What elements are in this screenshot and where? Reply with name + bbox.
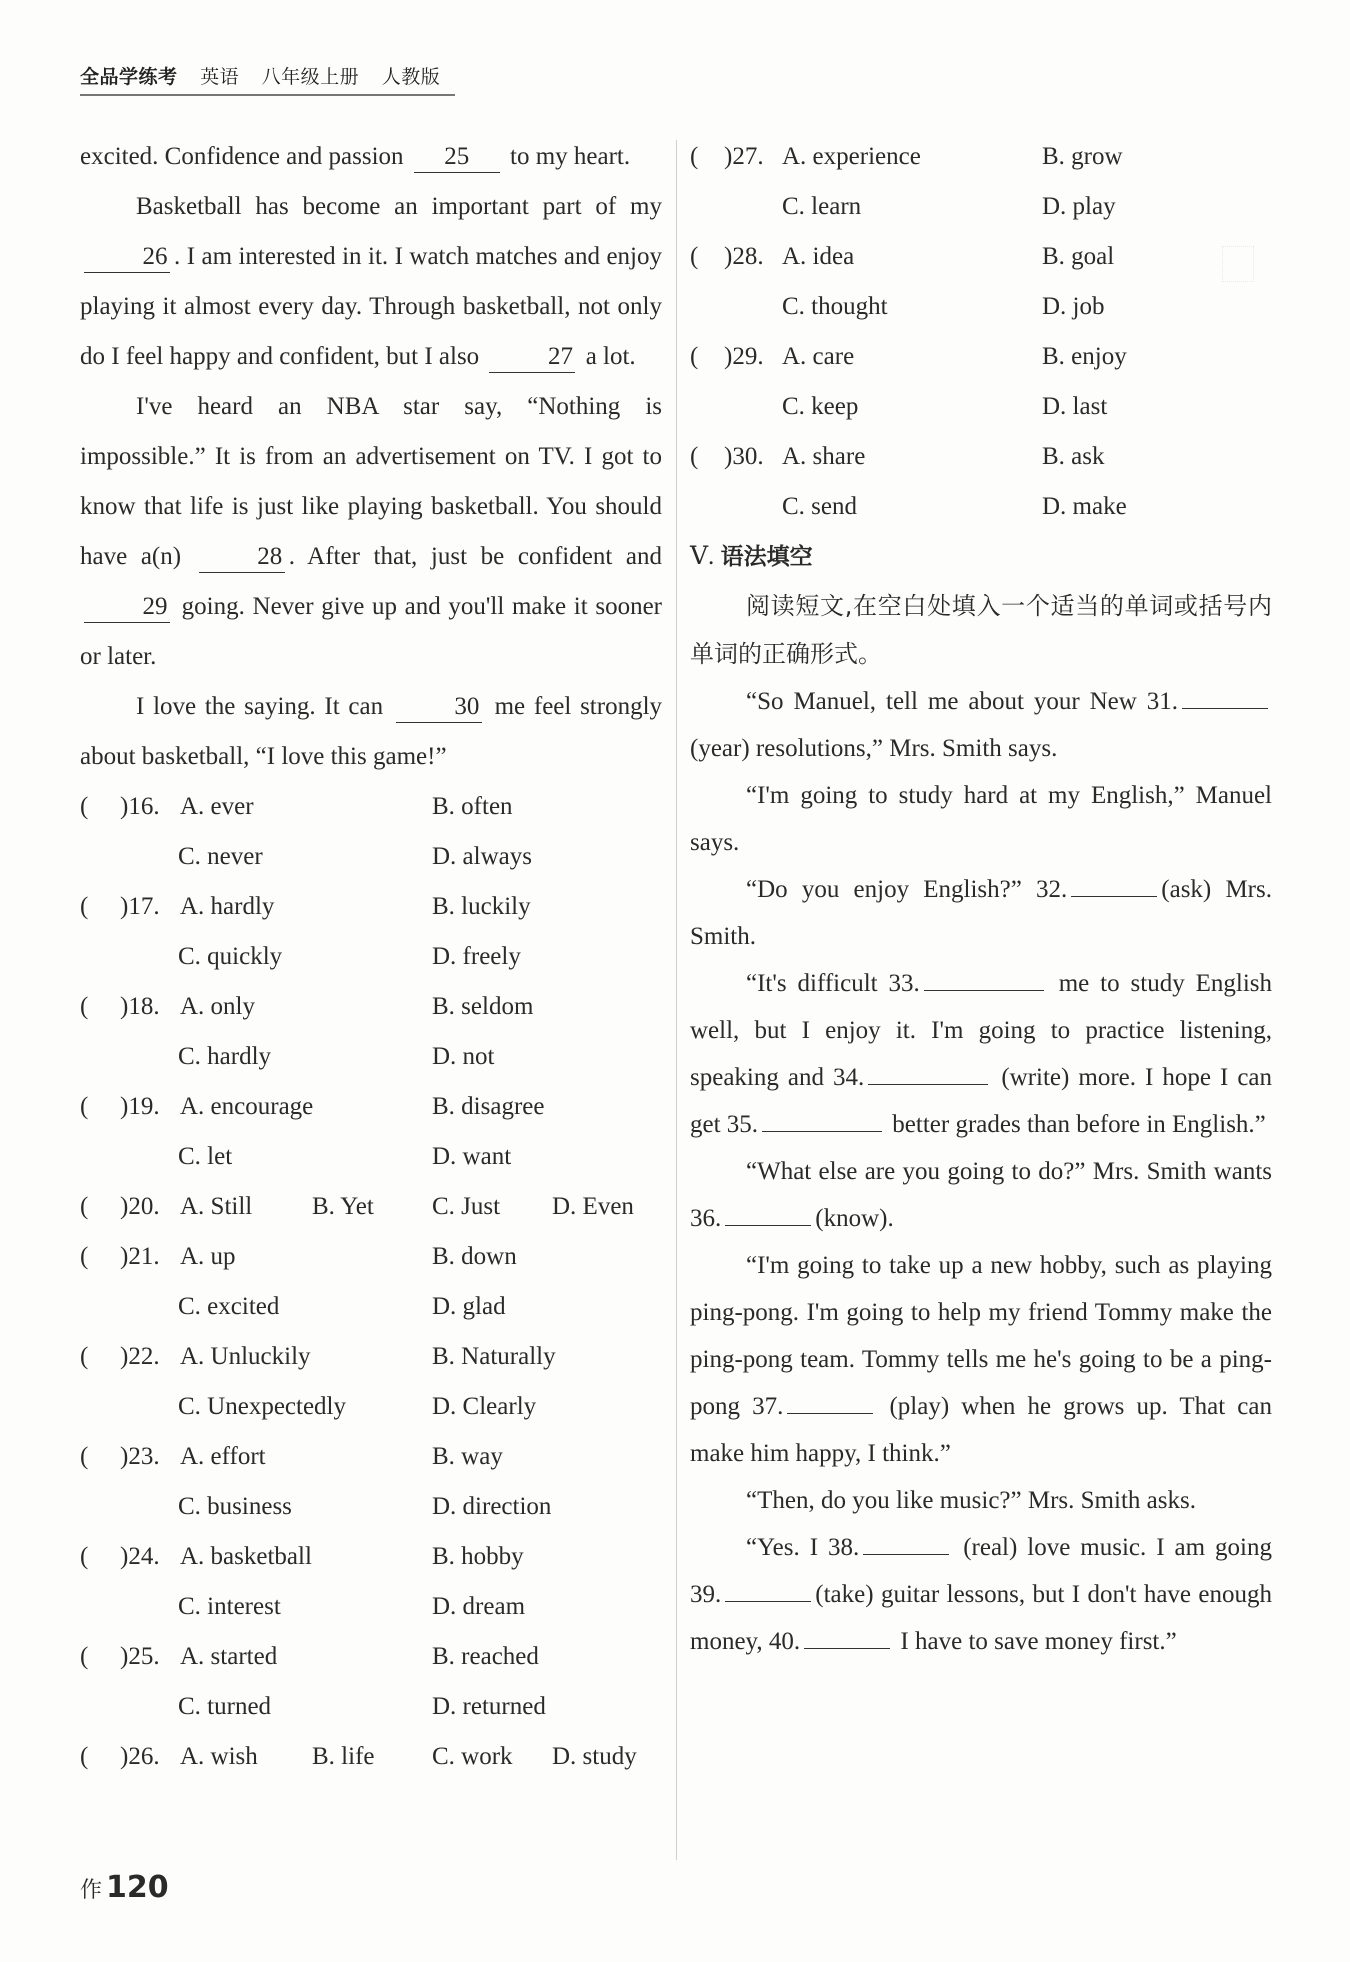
question-number: )24.	[120, 1543, 160, 1570]
question-number: 34.	[833, 1064, 865, 1091]
passage-text: when he grows up. That can make him happy, I think.”	[690, 1393, 1272, 1467]
option-d[interactable]: D. Even	[552, 1193, 634, 1220]
option-d[interactable]: D. always	[432, 843, 532, 870]
option-c[interactable]: C. turned	[178, 1693, 272, 1720]
passage-paragraph	[690, 1148, 1272, 1242]
passage-text: more. I hope I can get	[690, 1064, 1273, 1138]
passage-text: a lot.	[585, 343, 636, 370]
question-number: )17.	[120, 893, 160, 920]
page-footer	[80, 1870, 169, 1905]
question-number: 37.	[752, 1393, 784, 1420]
option-c[interactable]: C. Unexpectedly	[178, 1393, 347, 1420]
question-number: )30.	[724, 443, 764, 470]
question-number: 36.	[690, 1205, 722, 1232]
answer-paren[interactable]: (	[80, 993, 89, 1020]
passage-text: going. Never give up and you'll make it sooner or later.	[80, 593, 663, 670]
question-number: 31.	[1146, 688, 1179, 715]
passage-paragraph	[690, 1242, 1272, 1477]
option-b[interactable]: B. disagree	[432, 1093, 545, 1120]
option-a[interactable]: A. started	[180, 1643, 278, 1670]
answer-paren[interactable]: (	[80, 1243, 89, 1270]
option-b[interactable]: B. way	[432, 1443, 503, 1470]
question-row	[80, 1182, 662, 1232]
left-column	[80, 132, 662, 1782]
question-row	[80, 1082, 662, 1132]
option-a[interactable]: A. Unluckily	[180, 1343, 311, 1370]
question-row-cont	[690, 182, 1272, 232]
answer-paren[interactable]: (	[690, 443, 699, 470]
question-row-cont	[80, 1682, 662, 1732]
option-c[interactable]: C. keep	[782, 393, 859, 420]
option-b[interactable]: B. Naturally	[432, 1343, 556, 1370]
word-hint: (year)	[690, 735, 750, 762]
option-b[interactable]: B. Yet	[312, 1193, 374, 1220]
option-a[interactable]: A. idea	[782, 243, 855, 270]
question-row-cont	[80, 1282, 662, 1332]
question-row	[80, 982, 662, 1032]
subject-label: 英语	[200, 66, 240, 88]
option-b[interactable]: B. grow	[1042, 143, 1123, 170]
passage-text: love music. I am going	[1027, 1534, 1272, 1561]
passage-text: “I'm going to take up a new hobby, such as playing ping-pong. I'm going to help my friend Tommy make the ping-pong team. Tommy tells me he's going to be a ping-pong	[690, 1252, 1272, 1420]
option-c[interactable]: C. thought	[782, 293, 888, 320]
header-rule	[80, 94, 455, 96]
question-row-cont	[690, 282, 1272, 332]
question-row-cont	[690, 482, 1272, 532]
question-number: 32.	[1036, 876, 1068, 903]
question-row	[690, 432, 1272, 482]
blank-30[interactable]: 30	[396, 692, 482, 723]
answer-paren[interactable]: (	[80, 1343, 89, 1370]
answer-paren[interactable]: (	[80, 793, 89, 820]
blank-31[interactable]	[1182, 708, 1268, 709]
passage-text: “So Manuel, tell me about your New	[746, 688, 1137, 715]
blank-32[interactable]	[1071, 896, 1157, 897]
question-number: )21.	[120, 1243, 160, 1270]
word-hint: (real)	[963, 1534, 1018, 1561]
option-a[interactable]: A. encourage	[180, 1093, 314, 1120]
passage-text: I've heard an NBA star say, “Nothing is impossible.” It is from an advertisement on TV. I got to know that life is just like playing basketball. You should have a(n)	[80, 393, 662, 570]
grade-label: 八年级上册	[261, 66, 360, 88]
blank-28[interactable]: 28	[199, 542, 285, 573]
word-hint: (take)	[815, 1581, 874, 1608]
question-number: )18.	[120, 993, 160, 1020]
passage-paragraph	[690, 866, 1272, 960]
answer-paren[interactable]: (	[80, 1093, 89, 1120]
question-row	[80, 1732, 662, 1782]
section-heading	[690, 532, 1272, 582]
section-number: Ⅴ.	[690, 543, 715, 570]
answer-paren[interactable]: (	[80, 893, 89, 920]
passage-paragraph	[80, 682, 662, 782]
question-row	[690, 232, 1272, 282]
option-b[interactable]: B. luckily	[432, 893, 531, 920]
passage-paragraph	[80, 382, 662, 682]
question-row	[80, 1432, 662, 1482]
passage-text: Mrs. Smith.	[690, 876, 1272, 950]
answer-paren[interactable]: (	[80, 1543, 89, 1570]
blank-39[interactable]	[725, 1601, 811, 1602]
passage-text: better grades than before in English.”	[892, 1111, 1266, 1138]
passage-text: to my heart.	[510, 143, 631, 170]
answer-paren[interactable]: (	[690, 143, 699, 170]
question-row-cont	[80, 832, 662, 882]
answer-paren[interactable]: (	[690, 243, 699, 270]
question-row-cont	[80, 1482, 662, 1532]
passage-paragraph	[690, 678, 1272, 772]
question-number: )19.	[120, 1093, 160, 1120]
passage-text: guitar lessons, but I don't have enough money,	[690, 1581, 1273, 1655]
option-a[interactable]: A. experience	[782, 143, 921, 170]
blank-35[interactable]	[762, 1131, 882, 1132]
passage-text: “Do you enjoy English?”	[746, 876, 1022, 903]
blank-38[interactable]	[863, 1554, 949, 1555]
column-divider	[676, 140, 677, 1860]
option-d[interactable]: D. direction	[432, 1493, 552, 1520]
option-d[interactable]: D. last	[1042, 393, 1108, 420]
question-row	[80, 1232, 662, 1282]
passage-text: . After that, just be confident and	[288, 543, 662, 570]
option-c[interactable]: C. quickly	[178, 943, 283, 970]
word-hint: (ask)	[1161, 876, 1212, 903]
option-a[interactable]: A. up	[180, 1243, 236, 1270]
blank-40[interactable]	[804, 1648, 890, 1649]
option-a[interactable]: A. basketball	[180, 1543, 312, 1570]
option-d[interactable]: D. job	[1042, 293, 1105, 320]
option-c[interactable]: C. never	[178, 843, 263, 870]
blank-34[interactable]	[868, 1084, 988, 1085]
option-d[interactable]: D. make	[1042, 493, 1127, 520]
option-a[interactable]: A. Still	[180, 1193, 253, 1220]
question-row-cont	[80, 1032, 662, 1082]
option-d[interactable]: D. glad	[432, 1293, 506, 1320]
answer-paren[interactable]: (	[80, 1193, 89, 1220]
option-b[interactable]: B. hobby	[432, 1543, 524, 1570]
question-row	[690, 332, 1272, 382]
passage-text: “Yes. I	[746, 1534, 819, 1561]
option-a[interactable]: A. care	[782, 343, 855, 370]
question-row	[80, 782, 662, 832]
option-c[interactable]: C. business	[178, 1493, 292, 1520]
answer-paren[interactable]: (	[690, 343, 699, 370]
answer-paren[interactable]: (	[80, 1443, 89, 1470]
question-number: )29.	[724, 343, 764, 370]
passage-text: “It's difficult	[746, 970, 878, 997]
blank-33[interactable]	[924, 990, 1044, 991]
passage-text: Basketball has become an important part of my	[136, 193, 662, 220]
question-row	[80, 1632, 662, 1682]
option-b[interactable]: B. enjoy	[1042, 343, 1127, 370]
option-d[interactable]: D. not	[432, 1043, 495, 1070]
question-row	[80, 882, 662, 932]
question-number: 33.	[888, 970, 920, 997]
blank-37[interactable]	[787, 1413, 873, 1414]
question-list-right	[690, 132, 1272, 532]
blank-25[interactable]: 25	[414, 142, 500, 173]
passage-paragraph	[80, 132, 662, 182]
word-hint: (know).	[815, 1205, 894, 1232]
option-c[interactable]: C. interest	[178, 1593, 281, 1620]
option-d[interactable]: D. play	[1042, 193, 1116, 220]
option-c[interactable]: C. excited	[178, 1293, 280, 1320]
option-a[interactable]: A. hardly	[180, 893, 275, 920]
option-d[interactable]: D. want	[432, 1143, 512, 1170]
option-a[interactable]: A. effort	[180, 1443, 266, 1470]
option-d[interactable]: D. freely	[432, 943, 521, 970]
option-b[interactable]: B. life	[312, 1743, 375, 1770]
blank-36[interactable]	[725, 1225, 811, 1226]
section-title: 语法填空	[720, 544, 813, 570]
option-c[interactable]: C. let	[178, 1143, 233, 1170]
option-d[interactable]: D. study	[552, 1743, 637, 1770]
option-a[interactable]: A. only	[180, 993, 255, 1020]
edition-label: 人教版	[381, 66, 441, 88]
passage-text: I love the saying. It can	[136, 693, 384, 720]
option-b[interactable]: B. reached	[432, 1643, 539, 1670]
page-header	[80, 62, 456, 89]
answer-paren[interactable]: (	[80, 1643, 89, 1670]
passage-paragraph: “Then, do you like music?” Mrs. Smith asks.	[746, 1487, 1196, 1514]
passage-paragraph	[690, 960, 1272, 1148]
question-number: 39.	[690, 1581, 722, 1608]
page-number: 120	[106, 1870, 169, 1905]
question-number: 35.	[726, 1111, 759, 1138]
answer-paren[interactable]: (	[80, 1743, 89, 1770]
option-b[interactable]: B. often	[432, 793, 513, 820]
option-a[interactable]: A. ever	[180, 793, 254, 820]
question-row	[80, 1532, 662, 1582]
question-row-cont	[80, 932, 662, 982]
option-a[interactable]: A. share	[782, 443, 866, 470]
question-number: )27.	[724, 143, 764, 170]
footer-prefix: 作	[80, 1878, 103, 1903]
option-d[interactable]: D. Clearly	[432, 1393, 537, 1420]
question-number: )23.	[120, 1443, 160, 1470]
option-b[interactable]: B. goal	[1042, 243, 1115, 270]
question-row	[80, 1332, 662, 1382]
question-number: )16.	[120, 793, 160, 820]
option-c[interactable]: C. learn	[782, 193, 862, 220]
word-hint: (write)	[1001, 1064, 1070, 1091]
passage-text: . I am interested in it. I watch matches and enjoy playing it almost every day. Through basketball, not only do I feel happy and confident, but I also	[80, 243, 662, 370]
question-number: )22.	[120, 1343, 160, 1370]
option-c[interactable]: C. hardly	[178, 1043, 272, 1070]
section-instruction: 阅读短文,在空白处填入一个适当的单词或括号内单词的正确形式。	[690, 592, 1272, 668]
question-list-left	[80, 782, 662, 1782]
blank-27[interactable]: 27	[489, 342, 575, 373]
question-row-cont	[80, 1582, 662, 1632]
passage-text: resolutions,” Mrs. Smith says.	[755, 735, 1058, 762]
option-a[interactable]: A. wish	[180, 1743, 258, 1770]
option-c[interactable]: C. work	[432, 1743, 513, 1770]
question-number: 40.	[768, 1628, 801, 1655]
option-c[interactable]: C. send	[782, 493, 857, 520]
option-c[interactable]: C. Just	[432, 1193, 501, 1220]
passage-paragraph: “I'm going to study hard at my English,” Manuel says.	[690, 782, 1272, 856]
word-hint: (play)	[889, 1393, 950, 1420]
blank-26[interactable]: 26	[84, 242, 170, 273]
question-number: )28.	[724, 243, 764, 270]
question-row-cont	[80, 1132, 662, 1182]
option-b[interactable]: B. down	[432, 1243, 517, 1270]
option-b[interactable]: B. ask	[1042, 443, 1105, 470]
passage-text: “What else are you going to do?” Mrs. Smith wants	[746, 1158, 1272, 1185]
right-column	[690, 132, 1272, 1665]
option-d[interactable]: D. returned	[432, 1693, 546, 1720]
question-row-cont	[690, 382, 1272, 432]
passage-text: I have to save money first.”	[900, 1628, 1177, 1655]
question-number: )26.	[120, 1743, 160, 1770]
brand-name: 全品学练考	[80, 66, 178, 88]
question-number: )20.	[120, 1193, 160, 1220]
question-number: 38.	[827, 1534, 860, 1561]
passage-paragraph	[80, 182, 662, 382]
passage-text: excited. Confidence and passion	[80, 143, 404, 170]
passage-text: me to study English well, but I enjoy it. I'm going to practice listening, speaking and	[690, 970, 1273, 1091]
blank-29[interactable]: 29	[84, 592, 170, 623]
question-row-cont	[80, 1382, 662, 1432]
passage-paragraph	[690, 1524, 1272, 1665]
option-b[interactable]: B. seldom	[432, 993, 534, 1020]
question-number: )25.	[120, 1643, 160, 1670]
passage-text: me feel strongly about basketball, “I love this game!”	[80, 693, 663, 770]
option-d[interactable]: D. dream	[432, 1593, 526, 1620]
question-row	[690, 132, 1272, 182]
